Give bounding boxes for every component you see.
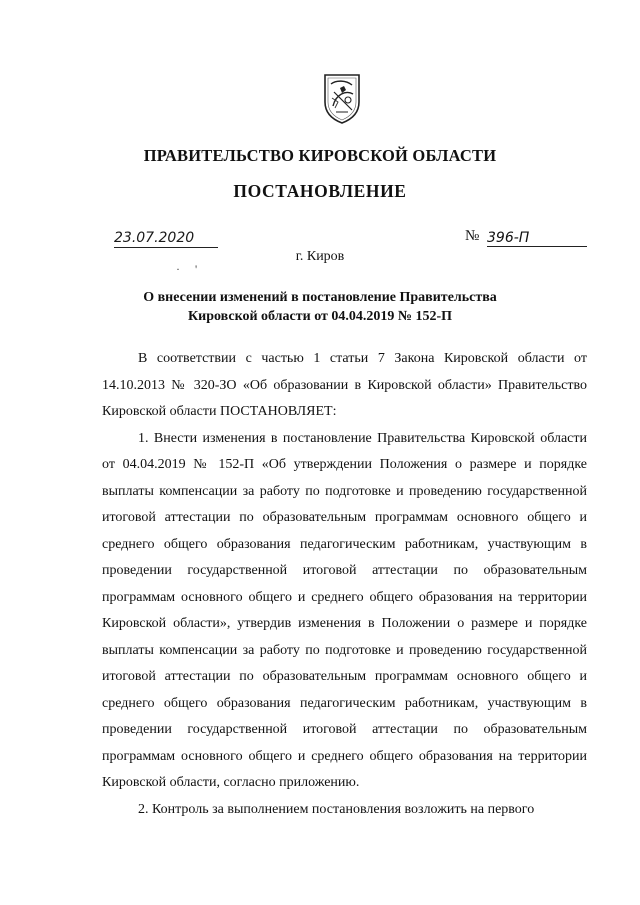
title-line-2: Кировской области от 04.04.2019 № 152-П [187,309,453,324]
number-sign: № [465,228,480,244]
item-1-paragraph: 1. Внести изменения в постановление Правительства Кировской области от 04.04.2019 № 152-П «Об утверждении Положения о размере и порядке выплаты компенсации за работу по подготовке и проведению государственной итоговой аттестации по образовательным программам основного общего и среднего общего образования педагогическим работникам, участвующим в проведении государственной итоговой аттестации по образовательным программам основного общего и среднего общего образования на территории Кировской области», утвердив изменения в Положении о размере и порядке выплаты компенсации за работу по подготовке и проведению государственной итоговой аттестации по образовательным программам основного общего и среднего общего образования педагогическим работникам, участвующим в проведении государственной итоговой аттестации по образовательным программам основного общего и среднего общего образования на территории Кировской области, согласно приложению. [102,430,587,790]
title-line-1: О внесении изменений в постановление Правительства [143,290,497,305]
document-body [102,346,587,823]
document-date: 23.07.2020 [114,230,218,248]
coat-of-arms-icon [322,72,362,124]
document-number [465,226,589,246]
number-value: 396-П [487,230,587,247]
item-2-paragraph: 2. Контроль за выполнением постановления возложить на первого [138,801,535,817]
city: г. Киров [295,249,345,264]
preamble-paragraph: В соответствии с частью 1 статьи 7 Закона Кировской области от 14.10.2013 № 320-ЗО «Об образовании в Кировской области» Правительство Кировской области ПОСТАНОВЛЯЕТ: [102,351,587,419]
organization-name: ПРАВИТЕЛЬСТВО КИРОВСКОЙ ОБЛАСТИ [143,146,497,165]
document-title [0,288,640,326]
scan-specks: · ' [176,262,198,276]
document-type: ПОСТАНОВЛЕНИЕ [233,181,407,201]
